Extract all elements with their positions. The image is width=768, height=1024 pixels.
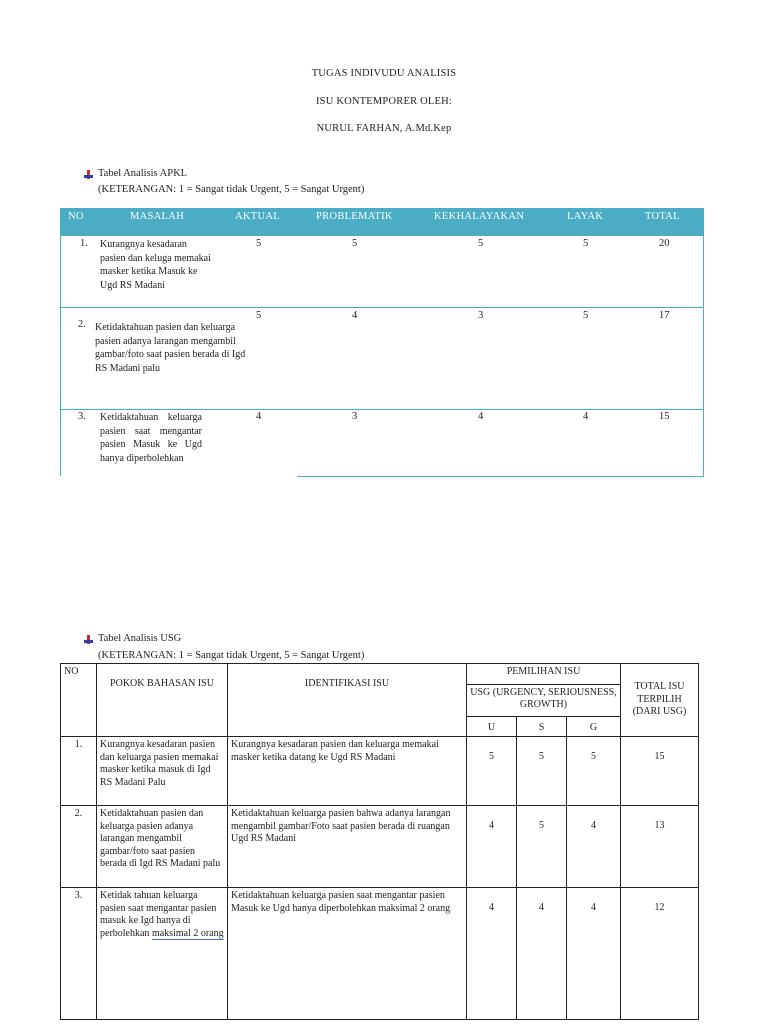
- apkl-col-no: NO: [68, 211, 84, 222]
- usg-row-no: 1.: [61, 737, 97, 806]
- apkl-row-layak: 5: [583, 310, 589, 321]
- usg-row-pokok-underlined-text: maksimal 2 orang: [151, 927, 224, 939]
- apkl-col-layak: LAYAK: [567, 211, 604, 222]
- usg-heading: Tabel Analisis USG: [98, 633, 182, 644]
- usg-row-total: 12: [621, 888, 699, 1020]
- usg-row-u: 4: [467, 888, 517, 1020]
- usg-row-s: 5: [517, 737, 567, 806]
- usg-row-pokok: [97, 888, 228, 1020]
- apkl-row-no: 2.: [78, 319, 86, 330]
- apkl-right-border: [703, 236, 704, 476]
- apkl-row-total: 20: [659, 238, 670, 249]
- usg-header-usg: USG (URGENCY, SERIOUSNESS, GROWTH): [467, 685, 621, 717]
- doc-title-line-1: TUGAS INDIVUDU ANALISIS: [311, 68, 457, 79]
- usg-row-no: 2.: [61, 806, 97, 888]
- usg-note: (KETERANGAN: 1 = Sangat tidak Urgent, 5 = Sangat Urgent): [98, 650, 365, 661]
- usg-row-identifikasi: Ketidaktahuan keluarga pasien saat mengantar pasien Masuk ke Ugd hanya diperbolehkan maksimal 2 orang: [228, 888, 467, 1020]
- usg-row-g: 4: [567, 806, 621, 888]
- usg-header-total: TOTAL ISU TERPILIH (DARI USG): [621, 664, 699, 737]
- usg-row-s: 5: [517, 806, 567, 888]
- usg-row-pokok: Ketidaktahuan pasien dan keluarga pasien adanya larangan mengambil gambar/foto saat pasien berada di Igd RS Madani palu: [97, 806, 228, 888]
- pushpin-bullet-icon: [84, 635, 93, 644]
- apkl-row-masalah: Kurangnya kesadaran pasien dan keluga memakai masker ketika Masuk ke Ugd RS Madani: [100, 239, 211, 291]
- usg-row-no: 3.: [61, 888, 97, 1020]
- apkl-col-aktual: AKTUAL: [235, 211, 280, 222]
- usg-row-identifikasi: Ketidaktahuan keluarga pasien bahwa adanya larangan mengambil gambar/Foto saat pasien berada di ruangan Ugd RS Madani: [228, 806, 467, 888]
- usg-header-pokok: POKOK BAHASAN ISU: [97, 664, 228, 737]
- apkl-row-aktual: 5: [256, 310, 262, 321]
- usg-table-row: [61, 737, 699, 806]
- usg-row-u: 4: [467, 806, 517, 888]
- usg-table: [60, 663, 699, 1020]
- apkl-row-aktual: 4: [256, 411, 262, 422]
- doc-title-line-3: NURUL FARHAN, A.Md.Kep: [316, 123, 452, 134]
- usg-header-g: G: [567, 717, 621, 737]
- apkl-bottom-border: [297, 476, 704, 477]
- apkl-row-divider: [60, 409, 704, 410]
- usg-row-pokok-text: Ketidak tahuan keluarga pasien saat mengantar pasien masuk ke Igd hanya di perbolehkan: [100, 890, 217, 939]
- usg-header-no: NO: [61, 664, 97, 737]
- apkl-col-problematik: PROBLEMATIK: [316, 211, 393, 222]
- apkl-row-total: 15: [659, 411, 670, 422]
- apkl-row-no: 3.: [78, 411, 86, 422]
- apkl-heading: Tabel Analisis APKL: [98, 168, 188, 179]
- apkl-col-masalah: MASALAH: [130, 211, 185, 222]
- usg-header-pemilihan: PEMILIHAN ISU: [467, 664, 621, 685]
- apkl-row-kekhalayakan: 3: [478, 310, 484, 321]
- usg-header-s: S: [517, 717, 567, 737]
- apkl-row-problematik: 5: [352, 238, 358, 249]
- usg-table-row: [61, 888, 699, 1020]
- apkl-row-aktual: 5: [256, 238, 262, 249]
- usg-header-identifikasi: IDENTIFIKASI ISU: [228, 664, 467, 737]
- apkl-col-total: TOTAL: [645, 211, 680, 222]
- apkl-col-kekhalayakan: KEKHALAYAKAN: [434, 211, 525, 222]
- apkl-left-border: [60, 236, 61, 476]
- usg-header-u: U: [467, 717, 517, 737]
- apkl-note: (KETERANGAN: 1 = Sangat tidak Urgent, 5 = Sangat Urgent): [98, 184, 365, 195]
- apkl-row-kekhalayakan: 4: [478, 411, 484, 422]
- apkl-header-row: [60, 208, 704, 236]
- usg-row-identifikasi: Kurangnya kesadaran pasien dan keluarga memakai masker ketika datang ke Ugd RS Madani: [228, 737, 467, 806]
- doc-title-line-2: ISU KONTEMPORER OLEH:: [315, 96, 453, 107]
- apkl-row-layak: 5: [583, 238, 589, 249]
- apkl-row-kekhalayakan: 5: [478, 238, 484, 249]
- usg-row-total: 15: [621, 737, 699, 806]
- usg-row-g: 4: [567, 888, 621, 1020]
- apkl-row-divider: [60, 307, 704, 308]
- apkl-row-total: 17: [659, 310, 670, 321]
- usg-row-s: 4: [517, 888, 567, 1020]
- apkl-row-layak: 4: [583, 411, 589, 422]
- apkl-row-problematik: 3: [352, 411, 358, 422]
- apkl-row-masalah: Ketidaktahuan pasien dan keluarga pasien adanya larangan mengambil gambar/foto saat pasien berada di Igd RS Madani palu: [95, 322, 246, 374]
- apkl-row-problematik: 4: [352, 310, 358, 321]
- pushpin-bullet-icon: [84, 170, 93, 179]
- apkl-row-masalah: Ketidaktahuan keluarga pasien saat mengantar pasien Masuk ke Ugd hanya diperbolehkan: [100, 412, 202, 464]
- usg-table-row: [61, 806, 699, 888]
- apkl-row-no: 1.: [80, 238, 88, 249]
- usg-row-u: 5: [467, 737, 517, 806]
- usg-row-total: 13: [621, 806, 699, 888]
- usg-row-g: 5: [567, 737, 621, 806]
- usg-row-pokok: Kurangnya kesadaran pasien dan keluarga pasien memakai masker ketika masuk di Igd RS Madani Palu: [97, 737, 228, 806]
